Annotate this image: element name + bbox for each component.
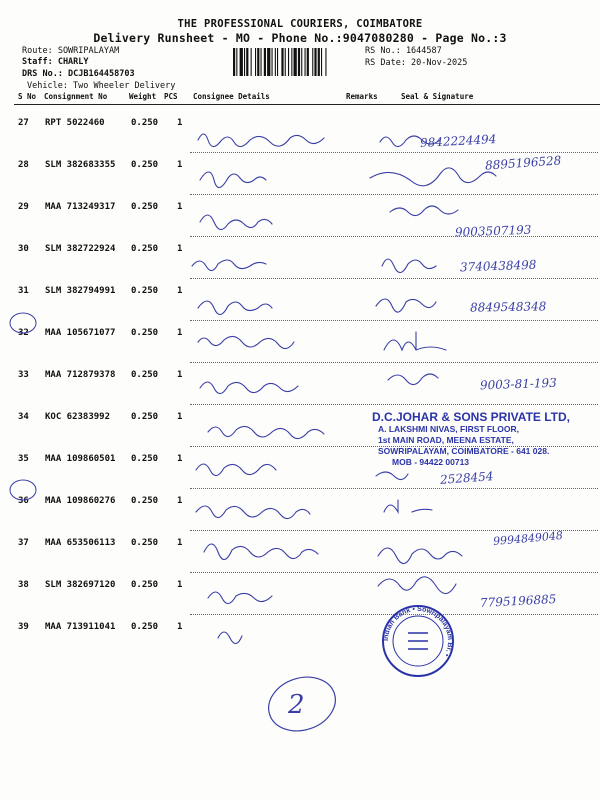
row-consignment: MAA 713249317 <box>45 202 116 212</box>
company-title: THE PROFESSIONAL COURIERS, COIMBATORE <box>177 18 423 30</box>
row-pcs: 1 <box>177 244 183 254</box>
col-weight: Weight <box>129 92 157 101</box>
runsheet-subtitle: Delivery Runsheet - MO - Phone No.:9047080280 - Page No.:3 <box>93 31 507 45</box>
row-weight: 0.250 <box>131 118 159 128</box>
row-weight: 0.250 <box>131 454 159 464</box>
drs-label: DRS No.: DCJB164458703 <box>22 69 135 79</box>
signature-37-recipient <box>378 548 462 564</box>
col-sno: S No <box>18 92 37 101</box>
row-consignment: MAA 105671077 <box>45 328 116 338</box>
row-pcs: 1 <box>177 286 183 296</box>
signature-39 <box>218 632 242 644</box>
row-sno: 38 <box>18 580 29 590</box>
vehicle-label: Vehicle: Two Wheeler Delivery <box>27 81 176 91</box>
row-weight: 0.250 <box>131 244 159 254</box>
phone-note-31: 8849548348 <box>469 299 547 315</box>
signature-28 <box>200 172 266 188</box>
row-sno: 32 <box>18 328 29 338</box>
signature-32-recipient <box>384 332 446 350</box>
company-stamp <box>372 410 572 468</box>
row-weight: 0.250 <box>131 328 159 338</box>
stamp-address-3: SOWRIPALAYAM, COIMBATORE - 641 028. <box>378 446 550 456</box>
row-consignment: SLM 382794991 <box>45 286 116 296</box>
phone-note-38: 7795196885 <box>479 592 557 610</box>
row-weight: 0.250 <box>131 286 159 296</box>
row-sno: 37 <box>18 538 29 548</box>
signature-38-recipient <box>378 577 456 594</box>
signature-36 <box>196 506 310 519</box>
stamp-mobile: MOB - 94422 00713 <box>392 457 470 467</box>
route-label: Route: SOWRIPALAYAM <box>22 46 120 56</box>
rs-date: RS Date: 20-Nov-2025 <box>365 58 468 68</box>
signature-30 <box>192 260 266 271</box>
row-consignment: SLM 382722924 <box>45 244 116 254</box>
rs-number: RS No.: 1644587 <box>365 46 442 56</box>
row-consignment: MAA 653506113 <box>45 538 116 548</box>
signature-31 <box>198 301 272 315</box>
row-consignment: MAA 713911041 <box>45 622 116 632</box>
page-mark-number: 2 <box>288 690 305 720</box>
row-weight: 0.250 <box>131 412 159 422</box>
row-weight: 0.250 <box>131 160 159 170</box>
row-sno: 31 <box>18 286 29 296</box>
row-sno: 29 <box>18 202 29 212</box>
row-pcs: 1 <box>177 160 183 170</box>
signature-37 <box>204 544 318 560</box>
row-sno: 27 <box>18 118 29 128</box>
row-consignment: SLM 382697120 <box>45 580 116 590</box>
col-consignment: Consignment No <box>44 92 108 101</box>
row-consignment: MAA 712879378 <box>45 370 116 380</box>
row-sno: 36 <box>18 496 29 506</box>
row-pcs: 1 <box>177 622 183 632</box>
signature-29 <box>200 215 272 230</box>
signature-28-recipient <box>370 168 496 186</box>
row-pcs: 1 <box>177 328 183 338</box>
phone-note-29: 9003507193 <box>454 222 532 240</box>
staff-label: Staff: CHARLY <box>22 57 89 67</box>
phone-note-35: 2528454 <box>439 469 494 487</box>
phone-note-33: 9003-81-193 <box>479 375 558 393</box>
row-pcs: 1 <box>177 370 183 380</box>
circle-mark-36 <box>8 477 42 503</box>
row-consignment: MAA 109860501 <box>45 454 116 464</box>
row-weight: 0.250 <box>131 538 159 548</box>
svg-text:Indian Bank • Sowripalayam Br.: Indian Bank • Sowripalayam Br. • <box>382 605 454 658</box>
signature-29-recipient <box>390 206 458 216</box>
row-consignment: SLM 382683355 <box>45 160 116 170</box>
row-sno: 35 <box>18 454 29 464</box>
row-weight: 0.250 <box>131 580 159 590</box>
stamp-address-1: A. LAKSHMI NIVAS, FIRST FLOOR, <box>378 424 520 434</box>
row-weight: 0.250 <box>131 622 159 632</box>
row-pcs: 1 <box>177 202 183 212</box>
row-pcs: 1 <box>177 538 183 548</box>
phone-note-37: 9994849048 <box>492 528 564 549</box>
row-weight: 0.250 <box>131 202 159 212</box>
phone-note-30: 3740438498 <box>459 257 537 275</box>
bank-seal <box>380 603 456 679</box>
row-consignment: MAA 109860276 <box>45 496 116 506</box>
signature-32 <box>198 336 294 348</box>
row-consignment: KOC 62383992 <box>45 412 111 422</box>
signature-27 <box>198 134 324 147</box>
row-sno: 28 <box>18 160 29 170</box>
row-pcs: 1 <box>177 580 183 590</box>
row-sno: 30 <box>18 244 29 254</box>
phone-note-28: 8895196528 <box>484 153 562 173</box>
row-pcs: 1 <box>177 496 183 506</box>
row-weight: 0.250 <box>131 496 159 506</box>
signature-34 <box>208 426 324 438</box>
row-sno: 33 <box>18 370 29 380</box>
row-sno: 34 <box>18 412 29 422</box>
col-consignee: Consignee Details <box>193 92 270 101</box>
row-pcs: 1 <box>177 412 183 422</box>
signature-36-recipient <box>384 500 432 512</box>
row-sno: 39 <box>18 622 29 632</box>
signature-33 <box>200 382 298 394</box>
col-seal: Seal & Signature <box>401 92 474 101</box>
col-remarks: Remarks <box>346 92 378 101</box>
signature-31-recipient <box>376 299 436 312</box>
circle-mark-32 <box>8 310 42 336</box>
row-weight: 0.250 <box>131 370 159 380</box>
signature-35 <box>196 464 276 476</box>
row-pcs: 1 <box>177 118 183 128</box>
phone-note-27: 9842224494 <box>419 132 497 150</box>
stamp-address-2: 1st MAIN ROAD, MEENA ESTATE, <box>378 435 514 445</box>
row-consignment: RPT 5022460 <box>45 118 105 128</box>
stamp-company-name: D.C.JOHAR & SONS PRIVATE LTD, <box>372 410 571 424</box>
col-pcs: PCS <box>164 92 178 101</box>
row-pcs: 1 <box>177 454 183 464</box>
signature-38 <box>208 592 272 604</box>
signature-33-recipient <box>388 374 438 385</box>
signature-35-recipient <box>376 472 408 480</box>
signature-30-recipient <box>382 259 436 273</box>
